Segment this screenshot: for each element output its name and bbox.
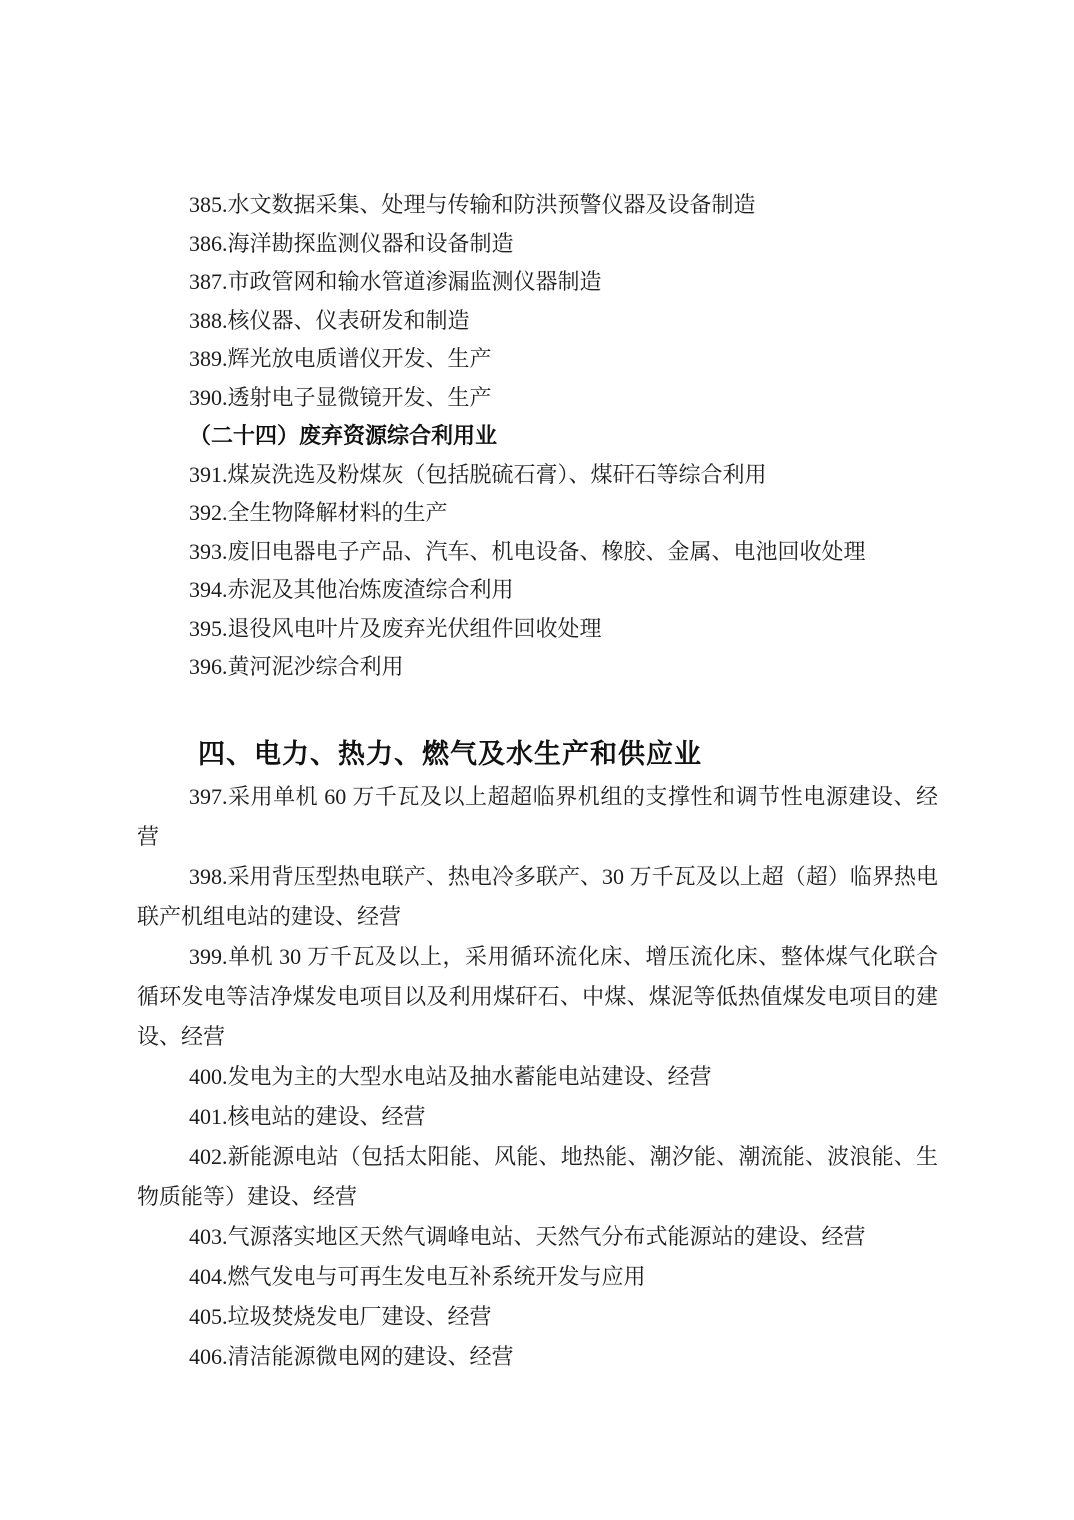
catalog-item-389: 389.辉光放电质谱仪开发、生产 bbox=[189, 346, 492, 371]
catalog-item-393: 393.废旧电器电子产品、汽车、机电设备、橡胶、金属、电池回收处理 bbox=[189, 538, 866, 564]
section-4-heading: 四、电力、热力、燃气及水生产和供应业 bbox=[198, 738, 702, 769]
subsection-24-heading: （二十四）废弃资源综合利用业 bbox=[189, 423, 498, 448]
catalog-item-402: 402.新能源电站（包括太阳能、风能、地热能、潮汐能、潮流能、波浪能、生物质能等）建设、经营 bbox=[137, 1143, 938, 1209]
catalog-item-399: 399.单机 30 万千瓦及以上，采用循环流化床、增压流化床、整体煤气化联合循环发电等洁净煤发电项目以及利用煤矸石、中煤、煤泥等低热值煤发电项目的建设、经营 bbox=[137, 943, 938, 1049]
catalog-item-401: 401.核电站的建设、经营 bbox=[189, 1103, 426, 1129]
document-content bbox=[137, 186, 938, 1377]
catalog-item-387: 387.市政管网和输水管道渗漏监测仪器制造 bbox=[189, 269, 602, 294]
catalog-item-400: 400.发电为主的大型水电站及抽水蓄能电站建设、经营 bbox=[189, 1063, 712, 1089]
section-4-power-heat-gas-water bbox=[137, 731, 938, 1377]
catalog-item-396: 396.黄河泥沙综合利用 bbox=[189, 654, 404, 679]
catalog-item-388: 388.核仪器、仪表研发和制造 bbox=[189, 307, 470, 333]
catalog-item-405: 405.垃圾焚烧发电厂建设、经营 bbox=[189, 1303, 492, 1329]
catalog-item-392: 392.全生物降解材料的生产 bbox=[189, 500, 448, 525]
catalog-item-404: 404.燃气发电与可再生发电互补系统开发与应用 bbox=[189, 1263, 646, 1289]
catalog-item-385: 385.水文数据采集、处理与传输和防洪预警仪器及设备制造 bbox=[189, 192, 756, 217]
catalog-item-406: 406.清洁能源微电网的建设、经营 bbox=[189, 1343, 514, 1369]
section-instruments-tail bbox=[137, 186, 938, 417]
subsection-24-waste-resources bbox=[137, 417, 938, 687]
catalog-item-395: 395.退役风电叶片及废弃光伏组件回收处理 bbox=[189, 615, 602, 641]
catalog-item-386: 386.海洋勘探监测仪器和设备制造 bbox=[189, 230, 514, 256]
catalog-item-390: 390.透射电子显微镜开发、生产 bbox=[189, 384, 492, 410]
catalog-item-403: 403.气源落实地区天然气调峰电站、天然气分布式能源站的建设、经营 bbox=[189, 1223, 866, 1249]
catalog-item-394: 394.赤泥及其他冶炼废渣综合利用 bbox=[189, 577, 514, 602]
catalog-item-398: 398.采用背压型热电联产、热电冷多联产、30 万千瓦及以上超（超）临界热电联产机组电站的建设、经营 bbox=[137, 863, 938, 929]
catalog-item-391: 391.煤炭洗选及粉煤灰（包括脱硫石膏）、煤矸石等综合利用 bbox=[189, 461, 767, 487]
catalog-item-397: 397.采用单机 60 万千瓦及以上超超临界机组的支撑性和调节性电源建设、经营 bbox=[137, 783, 938, 849]
